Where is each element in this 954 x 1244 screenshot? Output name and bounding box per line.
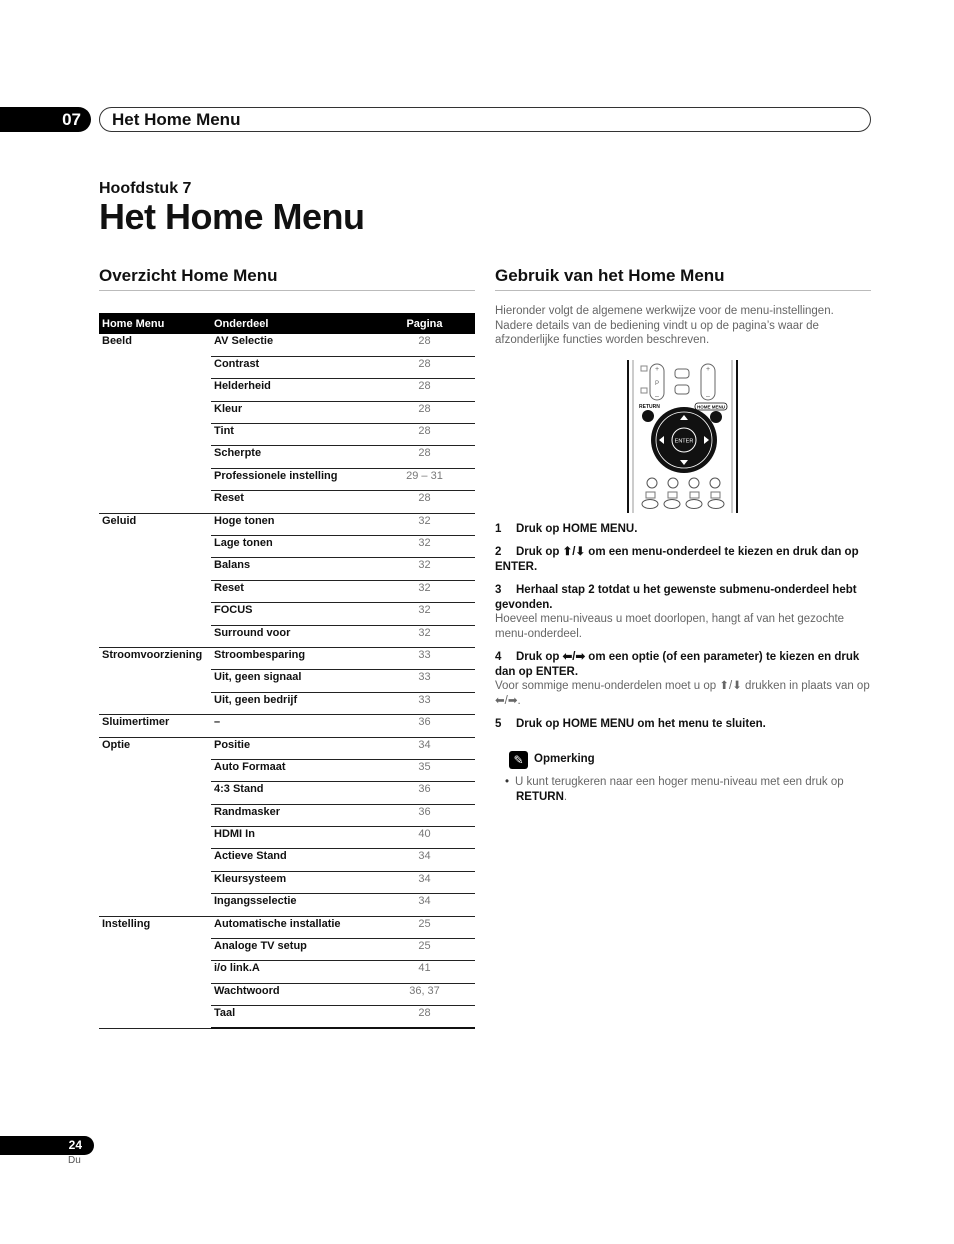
table-row xyxy=(99,983,475,1005)
table-cell-page: 34 xyxy=(374,849,475,871)
pencil-note-icon: ✎ xyxy=(509,751,528,769)
table-cell-page: 36 xyxy=(374,715,475,737)
table-cell-item: Wachtwoord xyxy=(211,983,374,1005)
table-row xyxy=(99,625,475,647)
table-row xyxy=(99,804,475,826)
note-label: Opmerking xyxy=(534,753,595,765)
table-cell-cat xyxy=(99,849,211,871)
table-row xyxy=(99,446,475,468)
table-header-row xyxy=(99,313,475,334)
table-cell-cat: Stroomvoorziening xyxy=(102,648,203,661)
table-cell-item: Randmasker xyxy=(211,804,374,826)
page-number: 24 xyxy=(0,1136,94,1155)
table-row xyxy=(99,334,475,356)
table-cell-page: 32 xyxy=(374,558,475,580)
table-cell-item: Taal xyxy=(211,1006,374,1028)
svg-text:+: + xyxy=(654,366,660,373)
table-cell-item: Reset xyxy=(211,491,374,513)
svg-text:RETURN: RETURN xyxy=(639,404,660,410)
svg-text:+: + xyxy=(705,366,711,373)
table-row xyxy=(99,759,475,781)
table-cell-cat xyxy=(99,356,211,378)
table-cell-page: 25 xyxy=(374,939,475,961)
step-4: 4 Druk op ⬅/➡ om een optie (of een parameter) te kiezen en druk dan op ENTER. Voor sommige menu-onderdelen moet u op ⬆/⬇ drukken in plaats van op ⬅/➡. xyxy=(495,651,870,707)
table-row xyxy=(99,1006,475,1028)
table-cell-page: 28 xyxy=(374,334,475,356)
header-title: Het Home Menu xyxy=(112,110,241,129)
table-row xyxy=(99,737,475,759)
table-cell-cat xyxy=(99,939,211,961)
table-cell-cat xyxy=(99,1006,211,1028)
step-1: 1 Druk op HOME MENU. xyxy=(495,523,638,535)
table-row xyxy=(99,916,475,938)
step-2: 2 Druk op ⬆/⬇ om een menu-onderdeel te kiezen en druk dan op ENTER. xyxy=(495,546,859,573)
section-heading-overview: Overzicht Home Menu xyxy=(99,266,278,285)
table-cell-item: Hoge tonen xyxy=(211,513,374,535)
table-cell-page: 28 xyxy=(374,379,475,401)
table-cell-cat xyxy=(99,558,211,580)
table-cell-cat: Geluid xyxy=(102,514,137,527)
table-cell-page: 33 xyxy=(374,647,475,669)
table-cell-page: 32 xyxy=(374,513,475,535)
table-cell-page: 28 xyxy=(374,1006,475,1028)
table-cell-item: Helderheid xyxy=(211,379,374,401)
table-cell-cat xyxy=(99,983,211,1005)
remote-control-illustration xyxy=(624,358,741,516)
table-row xyxy=(99,871,475,893)
table-cell-item: AV Selectie xyxy=(211,334,374,356)
table-cell-item: Uit, geen signaal xyxy=(211,670,374,692)
up-down-arrows-icon: ⬆/⬇ xyxy=(562,546,586,558)
intro-text: Hieronder volgt de algemene werkwijze voor de menu-instellingen. Nadere details van de bediening vindt u op de pagina’s waar de afzonderlijke functies worden beschreven. xyxy=(495,305,834,346)
chapter-label: Hoofdstuk 7 xyxy=(99,180,192,197)
table-row xyxy=(99,379,475,401)
table-row xyxy=(99,424,475,446)
left-right-arrows-icon: ⬅/➡ xyxy=(562,651,586,663)
note-text: • U kunt terugkeren naar een hoger menu-niveau met een druk op RETURN. xyxy=(505,776,844,803)
table-cell-page: 33 xyxy=(374,692,475,714)
table-cell-page: 41 xyxy=(374,961,475,983)
table-row xyxy=(99,513,475,535)
table-cell-page: 34 xyxy=(374,894,475,916)
table-cell-cat xyxy=(99,491,211,513)
table-row xyxy=(99,491,475,513)
table-row xyxy=(99,356,475,378)
table-row xyxy=(99,401,475,423)
section-divider xyxy=(495,290,871,291)
table-cell-cat xyxy=(99,625,211,647)
table-row xyxy=(99,603,475,625)
table-row xyxy=(99,468,475,490)
table-cell-cat: Optie xyxy=(102,738,131,751)
table-cell-item: FOCUS xyxy=(211,603,374,625)
svg-text:P: P xyxy=(654,381,660,387)
table-row xyxy=(99,827,475,849)
table-cell-cat xyxy=(99,759,211,781)
table-row xyxy=(99,692,475,714)
table-cell-page: 25 xyxy=(374,916,475,938)
table-cell-page: 32 xyxy=(374,625,475,647)
table-row xyxy=(99,939,475,961)
table-cell-page: 32 xyxy=(374,603,475,625)
table-cell-page: 28 xyxy=(374,401,475,423)
table-row xyxy=(99,536,475,558)
table-cell-item: Surround voor xyxy=(211,625,374,647)
chapter-number-tab: 07 xyxy=(0,107,91,132)
svg-text:HOME MENU: HOME MENU xyxy=(697,404,725,410)
table-cell-page: 36 xyxy=(374,782,475,804)
table-cell-page: 33 xyxy=(374,670,475,692)
table-cell-page: 35 xyxy=(374,759,475,781)
table-row xyxy=(99,670,475,692)
step-3: 3 Herhaal stap 2 totdat u het gewenste submenu-onderdeel hebt gevonden. Hoeveel menu-niveaus u moet doorlopen, hangt af van het gezochte menu-onderdeel. xyxy=(495,584,857,640)
step-5: 5 Druk op HOME MENU om het menu te sluiten. xyxy=(495,718,766,730)
chapter-title: Het Home Menu xyxy=(99,196,365,237)
table-cell-item: Scherpte xyxy=(211,446,374,468)
table-cell-item: 4:3 Stand xyxy=(211,782,374,804)
table-cell-page: 34 xyxy=(374,871,475,893)
table-cell-item: Lage tonen xyxy=(211,536,374,558)
up-down-arrows-icon: ⬆/⬇ xyxy=(719,680,742,692)
table-cell-cat xyxy=(99,670,211,692)
table-cell-cat xyxy=(99,580,211,602)
svg-text:–: – xyxy=(655,393,659,400)
left-right-arrows-icon: ⬅/➡ xyxy=(495,694,518,707)
table-body xyxy=(99,334,475,1028)
table-cell-cat xyxy=(99,536,211,558)
table-cell-item: Ingangsselectie xyxy=(211,894,374,916)
table-cell-cat xyxy=(99,424,211,446)
section-divider xyxy=(99,290,475,291)
table-row xyxy=(99,580,475,602)
table-row xyxy=(99,558,475,580)
svg-text:ENTER: ENTER xyxy=(674,438,694,445)
table-row xyxy=(99,647,475,669)
table-cell-item: – xyxy=(211,715,374,737)
table-cell-cat xyxy=(99,871,211,893)
table-cell-cat xyxy=(99,468,211,490)
col-header-onderdeel: Onderdeel xyxy=(211,313,374,334)
table-row xyxy=(99,961,475,983)
table-row xyxy=(99,782,475,804)
table-cell-item: Contrast xyxy=(211,356,374,378)
table-cell-item: Analoge TV setup xyxy=(211,939,374,961)
table-cell-page: 32 xyxy=(374,536,475,558)
section-heading-usage: Gebruik van het Home Menu xyxy=(495,266,725,285)
table-cell-cat xyxy=(99,782,211,804)
col-header-home-menu: Home Menu xyxy=(99,313,211,334)
table-cell-item: Tint xyxy=(211,424,374,446)
table-cell-item: Uit, geen bedrijf xyxy=(211,692,374,714)
table-cell-page: 40 xyxy=(374,827,475,849)
table-cell-item: Reset xyxy=(211,580,374,602)
language-code: Du xyxy=(68,1155,81,1166)
table-cell-page: 34 xyxy=(374,737,475,759)
table-cell-cat: Sluimertimer xyxy=(99,715,211,737)
table-cell-item: Professionele instelling xyxy=(211,468,374,490)
table-cell-page: 28 xyxy=(374,424,475,446)
table-cell-cat xyxy=(99,827,211,849)
table-cell-page: 32 xyxy=(374,580,475,602)
table-cell-page: 36, 37 xyxy=(374,983,475,1005)
table-cell-cat xyxy=(99,961,211,983)
table-cell-page: 28 xyxy=(374,491,475,513)
table-cell-cat xyxy=(99,379,211,401)
table-row xyxy=(99,849,475,871)
bullet: • xyxy=(505,776,510,788)
table-cell-item: i/o link.A xyxy=(211,961,374,983)
table-cell-cat xyxy=(99,603,211,625)
table-cell-item: Actieve Stand xyxy=(211,849,374,871)
table-cell-item: Kleur xyxy=(211,401,374,423)
col-header-pagina: Pagina xyxy=(374,313,475,334)
table-cell-page: 29 – 31 xyxy=(374,468,475,490)
table-cell-cat xyxy=(99,804,211,826)
table-row xyxy=(99,894,475,916)
table-cell-cat: Instelling xyxy=(102,917,151,930)
table-cell-cat xyxy=(99,894,211,916)
home-menu-table xyxy=(99,313,475,1029)
table-cell-item: HDMI In xyxy=(211,827,374,849)
table-cell-cat xyxy=(99,446,211,468)
table-cell-page: 36 xyxy=(374,804,475,826)
table-cell-item: Balans xyxy=(211,558,374,580)
table-cell-page: 28 xyxy=(374,446,475,468)
svg-text:–: – xyxy=(706,393,710,400)
table-row xyxy=(99,715,475,737)
table-cell-page: 28 xyxy=(374,356,475,378)
table-cell-item: Automatische installatie xyxy=(211,916,374,938)
table-cell-cat xyxy=(99,401,211,423)
table-cell-item: Auto Formaat xyxy=(211,759,374,781)
table-cell-cat: Beeld xyxy=(102,335,132,347)
table-cell-item: Positie xyxy=(211,737,374,759)
table-cell-item: Stroombesparing xyxy=(211,647,374,669)
table-cell-item: Kleursysteem xyxy=(211,871,374,893)
table-cell-cat xyxy=(99,692,211,714)
